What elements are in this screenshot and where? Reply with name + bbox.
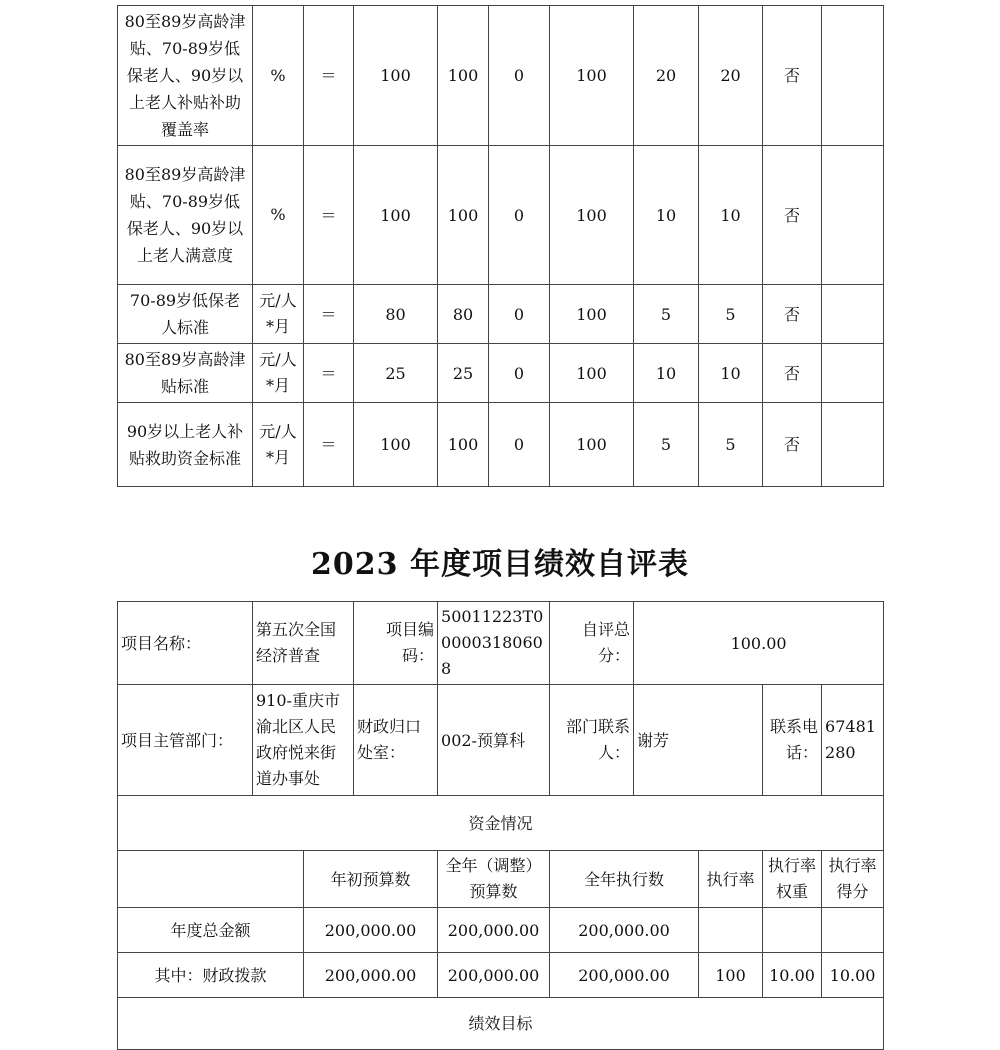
indicator-weight: 10 <box>634 344 699 403</box>
funds-header-row <box>118 796 884 851</box>
project-code-value: 50011223T000003180608 <box>438 602 550 685</box>
row-fin-label: 其中：财政拨款 <box>118 953 304 998</box>
total-amount-row <box>118 908 884 953</box>
indicator-note <box>822 403 884 487</box>
indicator-row <box>118 6 884 146</box>
goals-header-row <box>118 998 884 1050</box>
indicator-name: 80至89岁高龄津贴标准 <box>118 344 253 403</box>
funds-columns-row <box>118 851 884 908</box>
indicator-weight: 20 <box>634 6 699 146</box>
indicator-flag: 否 <box>763 6 822 146</box>
self-score-label: 自评总分： <box>550 602 634 685</box>
indicator-score: 10 <box>699 344 763 403</box>
col-exec-rate: 执行率 <box>699 851 763 908</box>
contact-value: 谢芳 <box>634 685 763 796</box>
indicator-target: 25 <box>354 344 438 403</box>
indicator-flag: 否 <box>763 146 822 285</box>
row-fin-initial: 200,000.00 <box>304 953 438 998</box>
dept-label: 项目主管部门： <box>118 685 253 796</box>
evaluation-form-table <box>117 601 884 1050</box>
indicator-target: 100 <box>354 146 438 285</box>
phone-label: 联系电话： <box>763 685 822 796</box>
self-score-value: 100.00 <box>634 602 884 685</box>
col-executed: 全年执行数 <box>550 851 699 908</box>
indicator-unit: 元/人*月 <box>253 344 304 403</box>
indicator-unit: 元/人*月 <box>253 403 304 487</box>
row-total-label: 年度总金额 <box>118 908 304 953</box>
department-row <box>118 685 884 796</box>
indicator-operator: ＝ <box>304 344 354 403</box>
indicator-rate: 100 <box>550 146 634 285</box>
project-code-label: 项目编码： <box>354 602 438 685</box>
indicator-target: 80 <box>354 285 438 344</box>
indicator-operator: ＝ <box>304 146 354 285</box>
col-initial-budget: 年初预算数 <box>304 851 438 908</box>
indicator-score: 5 <box>699 285 763 344</box>
col-rate-weight: 执行率权重 <box>763 851 822 908</box>
dept-value: 910-重庆市渝北区人民政府悦来街道办事处 <box>253 685 354 796</box>
funds-corner-cell <box>118 851 304 908</box>
indicator-flag: 否 <box>763 344 822 403</box>
row-total-weight <box>763 908 822 953</box>
indicator-deviation: 0 <box>489 344 550 403</box>
indicator-name: 70-89岁低保老人标准 <box>118 285 253 344</box>
indicator-unit: 元/人*月 <box>253 285 304 344</box>
row-fin-adjusted: 200,000.00 <box>438 953 550 998</box>
indicator-rate: 100 <box>550 6 634 146</box>
row-total-score <box>822 908 884 953</box>
indicator-rate: 100 <box>550 344 634 403</box>
fiscal-allocation-row <box>118 953 884 998</box>
indicator-flag: 否 <box>763 285 822 344</box>
indicator-unit: % <box>253 6 304 146</box>
indicator-operator: ＝ <box>304 403 354 487</box>
indicator-name: 80至89岁高龄津贴、70-89岁低保老人、90岁以上老人补贴补助覆盖率 <box>118 6 253 146</box>
indicator-deviation: 0 <box>489 146 550 285</box>
indicator-target: 100 <box>354 403 438 487</box>
indicator-actual: 25 <box>438 344 489 403</box>
indicator-actual: 100 <box>438 403 489 487</box>
phone-value: 67481280 <box>822 685 884 796</box>
page-title: 2023 年度项目绩效自评表 <box>311 547 689 582</box>
indicator-actual: 80 <box>438 285 489 344</box>
indicator-target: 100 <box>354 6 438 146</box>
indicator-name: 90岁以上老人补贴救助资金标准 <box>118 403 253 487</box>
indicator-unit: % <box>253 146 304 285</box>
row-fin-executed: 200,000.00 <box>550 953 699 998</box>
goals-header: 绩效目标 <box>118 998 884 1050</box>
row-fin-rate: 100 <box>699 953 763 998</box>
indicator-note <box>822 6 884 146</box>
indicator-score: 5 <box>699 403 763 487</box>
indicator-rate: 100 <box>550 403 634 487</box>
row-fin-score: 10.00 <box>822 953 884 998</box>
contact-label: 部门联系人： <box>550 685 634 796</box>
row-total-initial: 200,000.00 <box>304 908 438 953</box>
indicator-score: 10 <box>699 146 763 285</box>
indicator-score: 20 <box>699 6 763 146</box>
indicator-weight: 5 <box>634 285 699 344</box>
indicator-note <box>822 344 884 403</box>
indicator-operator: ＝ <box>304 6 354 146</box>
indicator-note <box>822 146 884 285</box>
project-name-label: 项目名称： <box>118 602 253 685</box>
indicator-actual: 100 <box>438 146 489 285</box>
project-name-value: 第五次全国经济普查 <box>253 602 354 685</box>
indicator-deviation: 0 <box>489 285 550 344</box>
indicator-actual: 100 <box>438 6 489 146</box>
indicator-operator: ＝ <box>304 285 354 344</box>
indicator-row <box>118 403 884 487</box>
indicator-table <box>117 5 884 487</box>
indicator-rate: 100 <box>550 285 634 344</box>
finance-value: 002-预算科 <box>438 685 550 796</box>
indicator-row <box>118 146 884 285</box>
col-rate-score: 执行率得分 <box>822 851 884 908</box>
indicator-name: 80至89岁高龄津贴、70-89岁低保老人、90岁以上老人满意度 <box>118 146 253 285</box>
row-total-executed: 200,000.00 <box>550 908 699 953</box>
row-fin-weight: 10.00 <box>763 953 822 998</box>
indicator-deviation: 0 <box>489 6 550 146</box>
indicator-flag: 否 <box>763 403 822 487</box>
indicator-row <box>118 344 884 403</box>
project-info-row <box>118 602 884 685</box>
row-total-adjusted: 200,000.00 <box>438 908 550 953</box>
row-total-rate <box>699 908 763 953</box>
indicator-row <box>118 285 884 344</box>
indicator-deviation: 0 <box>489 403 550 487</box>
indicator-note <box>822 285 884 344</box>
finance-label: 财政归口处室： <box>354 685 438 796</box>
col-adjusted-budget: 全年（调整）预算数 <box>438 851 550 908</box>
indicator-weight: 10 <box>634 146 699 285</box>
funds-header: 资金情况 <box>118 796 884 851</box>
indicator-weight: 5 <box>634 403 699 487</box>
